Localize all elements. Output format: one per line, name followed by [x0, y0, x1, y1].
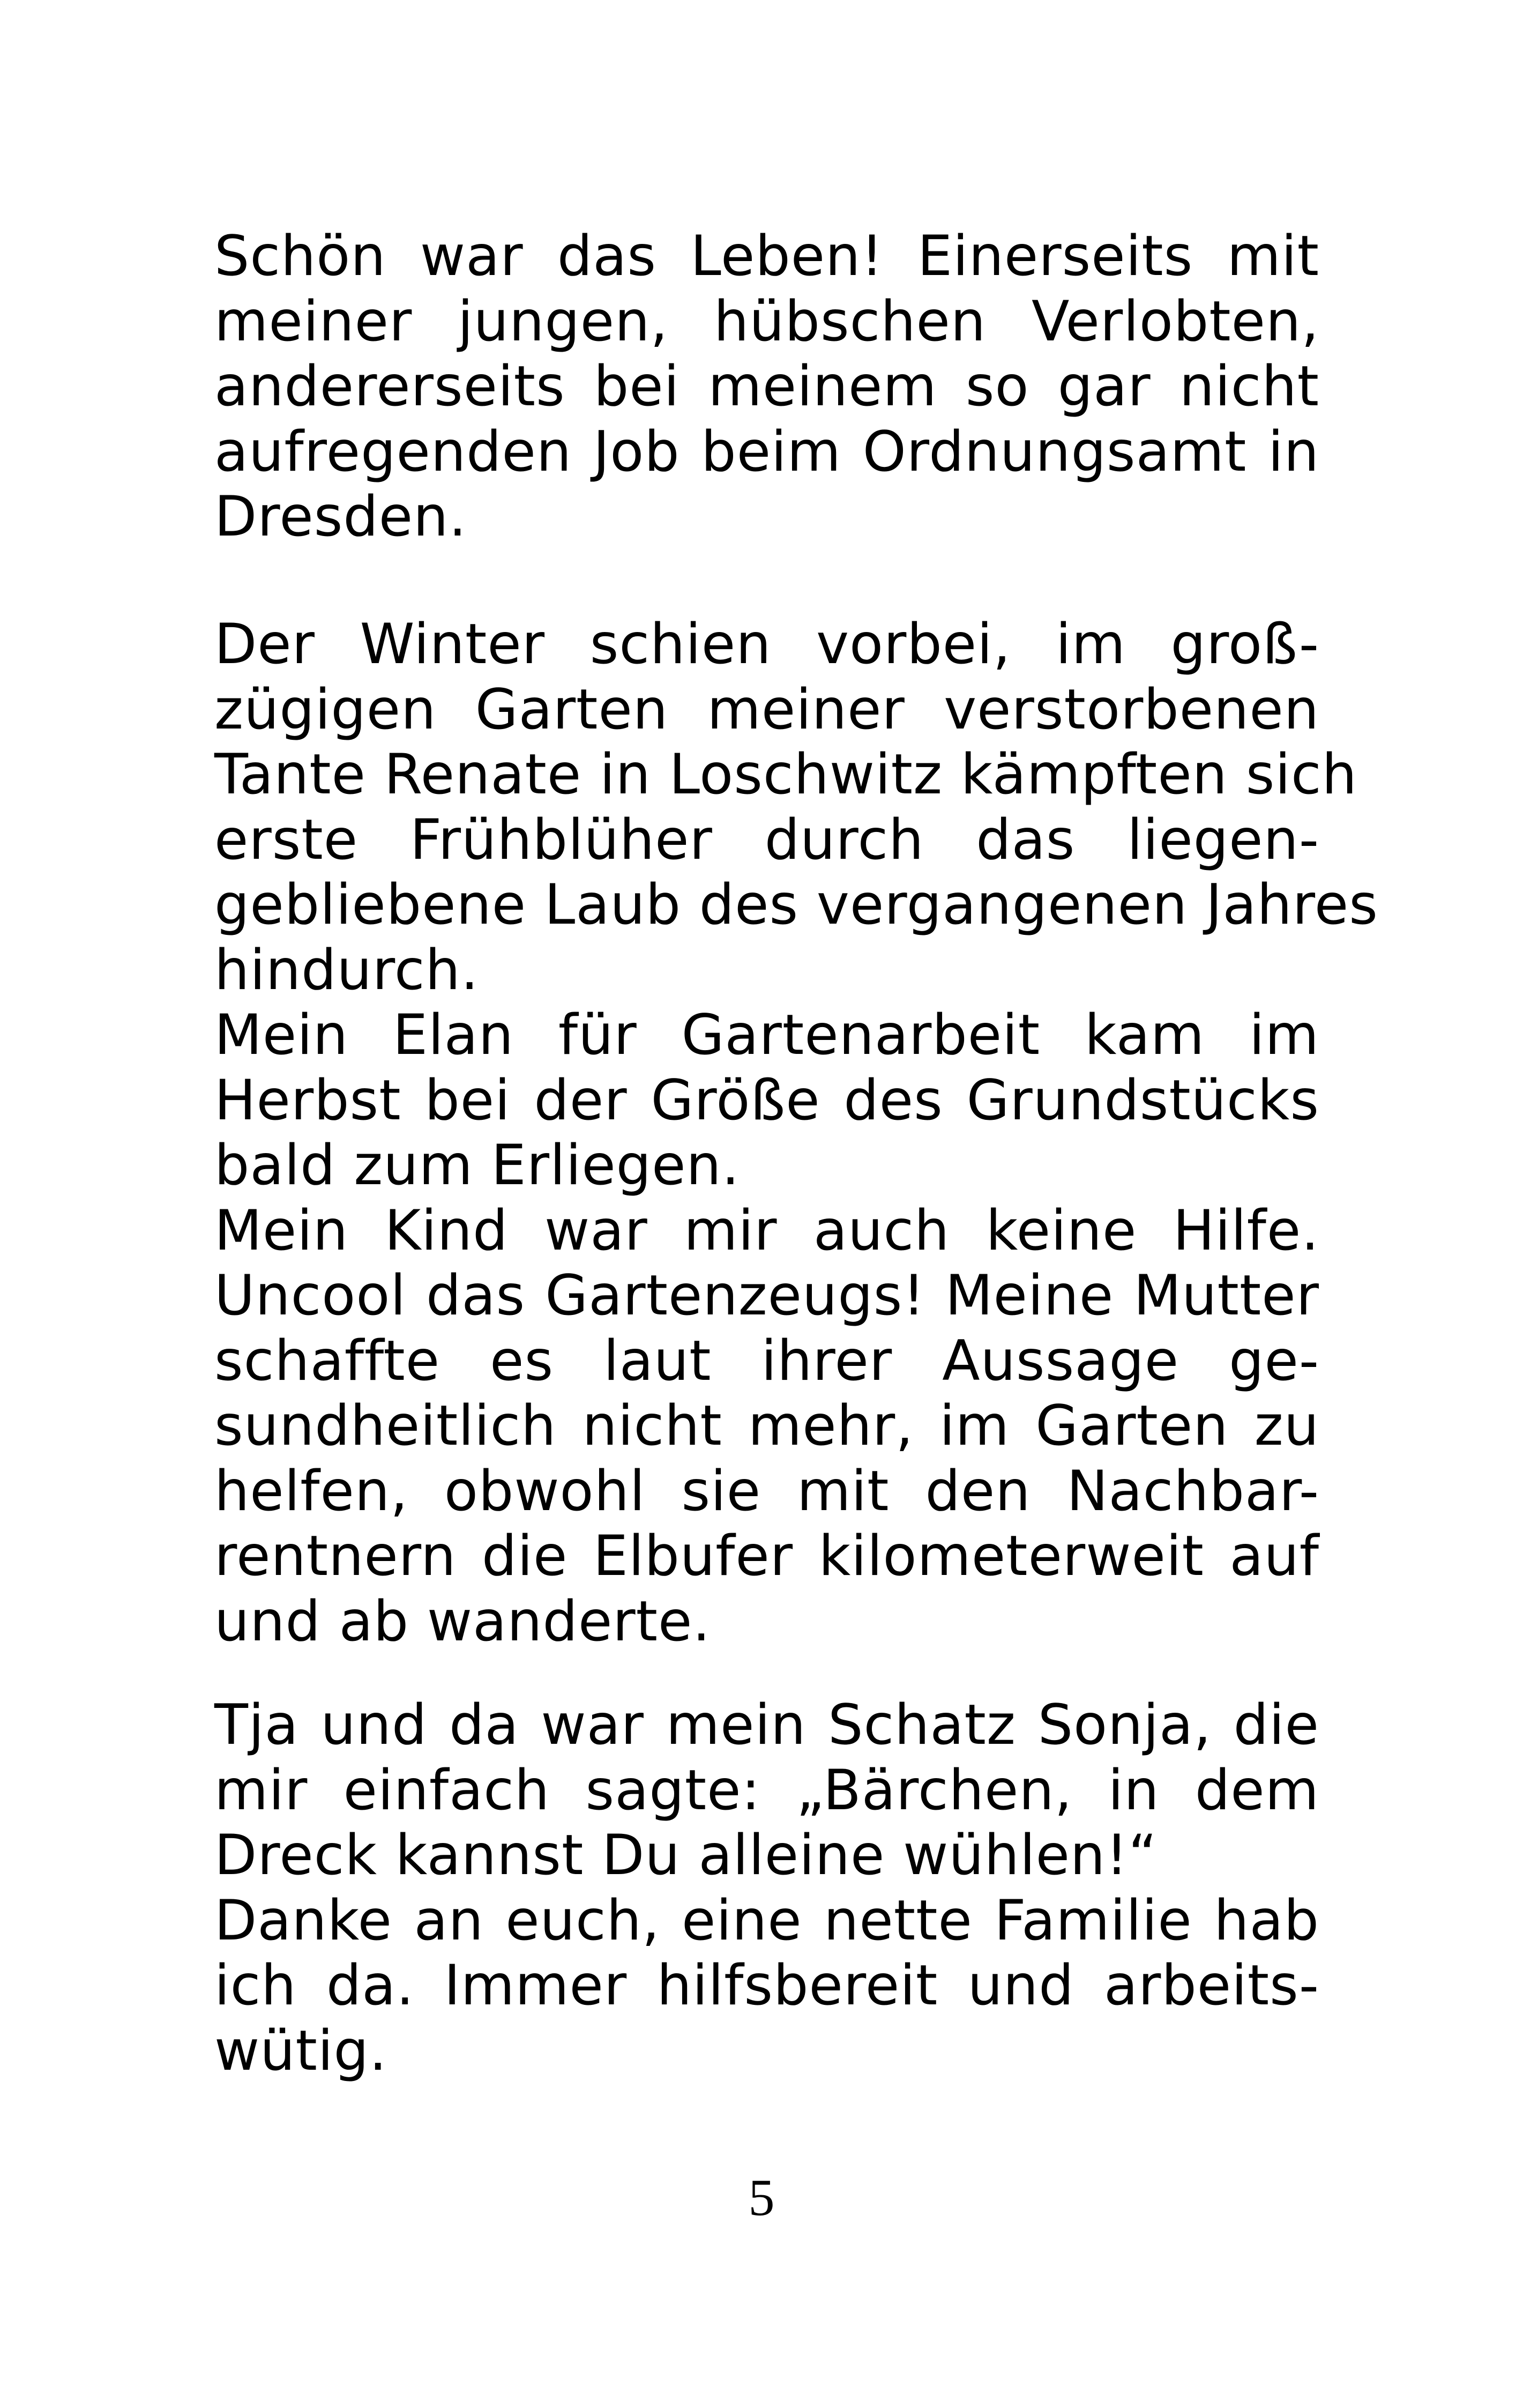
text-line: Schön war das Leben! Einerseits mit: [214, 224, 1319, 288]
text-line: erste Frühblüher durch das liegen-: [214, 807, 1319, 872]
text-line: Danke an euch, eine nette Familie hab: [214, 1888, 1319, 1953]
text-line: Herbst bei der Größe des Grundstücks: [214, 1068, 1319, 1133]
paragraph-2: [214, 612, 1378, 1654]
text-line: rentnern die Elbufer kilometerweit auf: [214, 1524, 1319, 1588]
text-line: Mein Elan für Gartenarbeit kam im: [214, 1003, 1319, 1067]
text-line: helfen, obwohl sie mit den Nachbar-: [214, 1459, 1319, 1523]
text-line: ich da. Immer hilfsbereit und arbeits-: [214, 1953, 1319, 2018]
text-line: Der Winter schien vorbei, im groß-: [214, 612, 1319, 677]
text-line: Uncool das Gartenzeugs! Meine Mutter: [214, 1264, 1319, 1328]
text-line: Tante Renate in Loschwitz kämpften sich: [214, 742, 1357, 807]
text-line: gebliebene Laub des vergangenen Jahres: [214, 873, 1378, 937]
paragraph-1: [214, 224, 1319, 550]
text-line: Dresden.: [214, 485, 467, 549]
text-line: schaffte es laut ihrer Aussage ge-: [214, 1328, 1319, 1393]
text-line: aufregenden Job beim Ordnungsamt in: [214, 419, 1319, 484]
text-line: meiner jungen, hübschen Verlobten,: [214, 289, 1319, 354]
text-line: zügigen Garten meiner verstorbenen: [214, 677, 1319, 742]
page-number: 5: [748, 2169, 775, 2227]
text-line: andererseits bei meinem so gar nicht: [214, 354, 1319, 419]
text-line: Tja und da war mein Schatz Sonja, die: [214, 1693, 1319, 1757]
text-line: hindurch.: [214, 938, 479, 1002]
paragraph-3: [214, 1693, 1319, 2084]
text-line: Mein Kind war mir auch keine Hilfe.: [214, 1198, 1319, 1263]
text-line: mir einfach sagte: „Bärchen, in dem: [214, 1758, 1319, 1823]
text-line: bald zum Erliegen.: [214, 1133, 740, 1198]
text-line: wütig.: [214, 2018, 387, 2083]
text-line: und ab wanderte.: [214, 1589, 711, 1654]
text-line: Dreck kannst Du alleine wühlen!“: [214, 1823, 1158, 1887]
text-line: sundheitlich nicht mehr, im Garten zu: [214, 1394, 1319, 1458]
